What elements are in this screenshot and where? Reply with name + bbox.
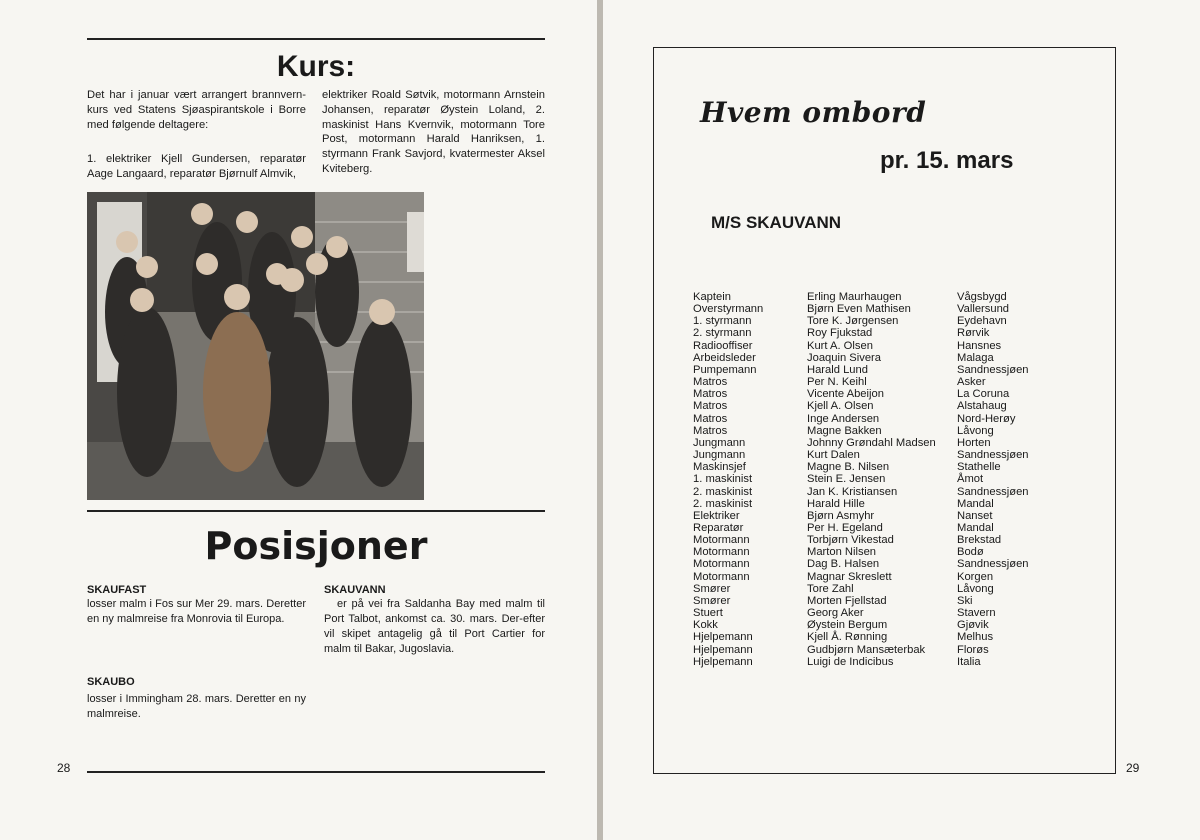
- crew-role: Matros: [693, 412, 728, 425]
- skaubo-text: losser i Immingham 28. mars. Deretter en ny malmreise.: [87, 693, 306, 720]
- right-page: [603, 0, 1200, 840]
- crew-name: Magnar Skreslett: [807, 570, 892, 583]
- kurs-text-col2: elektriker Roald Søtvik, motormann Arnstein Johansen, reparatør Øystein Loland, 2. maskinist Hans Kvernvik, motormann Tore Post, motormann Harald Hanriksen, 1. styrmann Frank Savjord, kvatermester Aksel Kviteberg.: [322, 89, 545, 175]
- crew-role: Kaptein: [693, 291, 731, 303]
- crew-role: Hjelpemann: [693, 631, 753, 644]
- crew-place: Låvong: [957, 424, 994, 437]
- crew-place: Florøs: [957, 643, 989, 656]
- crew-role: Motormann: [693, 570, 750, 583]
- crew-role-column: [693, 291, 763, 668]
- crew-role: Maskinsjef: [693, 461, 746, 474]
- bottom-rule: [87, 771, 545, 773]
- crew-place: Sandnessjøen: [957, 449, 1029, 462]
- crew-name: Luigi de Indicibus: [807, 655, 894, 668]
- crew-place: Ski: [957, 594, 973, 607]
- crew-role: Jungmann: [693, 436, 746, 449]
- crew-role: 2. maskinist: [693, 485, 753, 498]
- crew-name: Per N. Keihl: [807, 376, 867, 389]
- crew-role: Matros: [693, 388, 728, 401]
- crew-place: Alstahaug: [957, 400, 1007, 413]
- crew-role: 2. styrmann: [693, 327, 752, 340]
- crew-name: Kurt Dalen: [807, 449, 860, 462]
- crew-name: Kjell A. Olsen: [807, 400, 874, 413]
- crew-name: Marton Nilsen: [807, 546, 877, 559]
- hvem-ombord-title: Hvem ombord: [700, 96, 927, 129]
- group-photo: [87, 192, 424, 500]
- crew-role: Motormann: [693, 534, 750, 547]
- crew-role: Matros: [693, 400, 728, 413]
- crew-place: Korgen: [957, 570, 994, 583]
- crew-place: Horten: [957, 436, 991, 449]
- crew-name: Georg Aker: [807, 607, 864, 620]
- crew-role: Hjelpemann: [693, 655, 753, 668]
- crew-role: Hjelpemann: [693, 643, 753, 656]
- crew-place: Mandal: [957, 521, 994, 534]
- kurs-heading: Kurs:: [276, 50, 356, 83]
- crew-role: Elektriker: [693, 509, 740, 522]
- crew-place: Bodø: [957, 546, 984, 559]
- crew-place: Nord-Herøy: [957, 412, 1016, 425]
- skaufast-label: SKAUFAST: [87, 584, 147, 596]
- crew-place: Hansnes: [957, 339, 1002, 352]
- crew-name: Bjørn Asmyhr: [807, 509, 875, 522]
- crew-role: 1. styrmann: [693, 315, 752, 328]
- crew-name: Gudbjørn Mansæterbak: [807, 643, 926, 656]
- crew-name: Magne B. Nilsen: [807, 461, 890, 474]
- crew-place: Rørvik: [957, 327, 990, 340]
- crew-role: Pumpemann: [693, 363, 757, 376]
- crew-place: La Coruna: [957, 388, 1010, 401]
- crew-place: Låvong: [957, 582, 994, 595]
- top-rule: [87, 38, 545, 40]
- crew-place: Eydehavn: [957, 315, 1007, 328]
- crew-role: Matros: [693, 376, 728, 389]
- crew-place: Sandnessjøen: [957, 363, 1029, 376]
- crew-name: Bjørn Even Mathisen: [807, 303, 911, 316]
- date-title: pr. 15. mars: [880, 147, 1014, 174]
- crew-name: Stein E. Jensen: [807, 473, 886, 486]
- crew-name: Erling Maurhaugen: [807, 291, 902, 303]
- crew-name: Torbjørn Vikestad: [807, 534, 894, 547]
- crew-name: Roy Fjukstad: [807, 327, 873, 340]
- crew-name: Magne Bakken: [807, 424, 882, 437]
- left-page: [0, 0, 597, 840]
- page-number-right: 29: [1126, 761, 1140, 775]
- skaufast-text: losser malm i Fos sur Mer 29. mars. Deretter en ny malmreise fra Monrovia til Europa.: [87, 598, 306, 625]
- crew-role: Radiooffiser: [693, 339, 753, 352]
- ship-title: M/S SKAUVANN: [711, 213, 842, 232]
- crew-role: 1. maskinist: [693, 473, 753, 486]
- crew-name: Johnny Grøndahl Madsen: [807, 436, 936, 449]
- crew-name: Joaquin Sivera: [807, 351, 882, 364]
- crew-role: Stuert: [693, 607, 723, 620]
- page-number-left: 28: [57, 761, 71, 775]
- crew-place: Brekstad: [957, 534, 1002, 547]
- crew-role: Smører: [693, 594, 731, 607]
- kurs-text-col1-para2: 1. elektriker Kjell Gundersen, reparatør Aage Langaard, reparatør Bjørnulf Almvik,: [87, 153, 306, 180]
- posisjoner-heading: Posisjoner: [204, 524, 428, 568]
- crew-name: Harald Lund: [807, 363, 868, 376]
- crew-name: Morten Fjellstad: [807, 594, 887, 607]
- crew-name-column: [807, 291, 936, 668]
- skauvann-label: SKAUVANN: [324, 584, 386, 596]
- crew-name: Inge Andersen: [807, 412, 880, 425]
- crew-name: Vicente Abeijon: [807, 388, 884, 401]
- crew-place: Gjøvik: [957, 619, 989, 632]
- crew-role: Smører: [693, 582, 731, 595]
- crew-place: Sandnessjøen: [957, 485, 1029, 498]
- crew-place: Vallersund: [957, 303, 1010, 316]
- crew-role: Kokk: [693, 619, 718, 632]
- skauvann-text: er på vei fra Saldanha Bay med malm til Port Talbot, ankomst ca. 30. mars. Der-efter vil skipet antagelig gå til Port Cartier for malm til Bakar, Jugoslavia.: [324, 598, 545, 655]
- crew-name: Tore K. Jørgensen: [807, 315, 899, 328]
- crew-role: Motormann: [693, 558, 750, 571]
- crew-place: Åmot: [957, 473, 984, 486]
- crew-place: Nanset: [957, 509, 993, 522]
- crew-name: Harald Hille: [807, 497, 865, 510]
- crew-place: Mandal: [957, 497, 994, 510]
- crew-name: Jan K. Kristiansen: [807, 485, 898, 498]
- crew-place: Malaga: [957, 351, 994, 364]
- crew-place: Asker: [957, 376, 986, 389]
- crew-role: Motormann: [693, 546, 750, 559]
- crew-place: Stavern: [957, 607, 996, 620]
- crew-name: Dag B. Halsen: [807, 558, 880, 571]
- crew-place-column: [957, 291, 1029, 668]
- crew-place: Vågsbygd: [957, 291, 1007, 303]
- crew-place: Italia: [957, 655, 981, 668]
- crew-name: Øystein Bergum: [807, 619, 888, 632]
- kurs-text-col1-para1: Det har i januar vært arrangert brannvern-kurs ved Statens Sjøaspirantskole i Borre med følgende deltagere:: [87, 89, 306, 131]
- crew-name: Kjell Å. Rønning: [807, 631, 888, 644]
- crew-role: 2. maskinist: [693, 497, 753, 510]
- crew-role: Matros: [693, 424, 728, 437]
- crew-role: Arbeidsleder: [693, 351, 756, 364]
- mid-rule: [87, 510, 545, 512]
- crew-name: Tore Zahl: [807, 582, 854, 595]
- crew-place: Stathelle: [957, 461, 1001, 474]
- crew-name: Per H. Egeland: [807, 521, 883, 534]
- crew-place: Melhus: [957, 631, 994, 644]
- crew-role: Reparatør: [693, 521, 744, 534]
- crew-name: Kurt A. Olsen: [807, 339, 873, 352]
- skaubo-label: SKAUBO: [87, 676, 135, 688]
- crew-place: Sandnessjøen: [957, 558, 1029, 571]
- crew-role: Overstyrmann: [693, 303, 764, 316]
- crew-role: Jungmann: [693, 449, 746, 462]
